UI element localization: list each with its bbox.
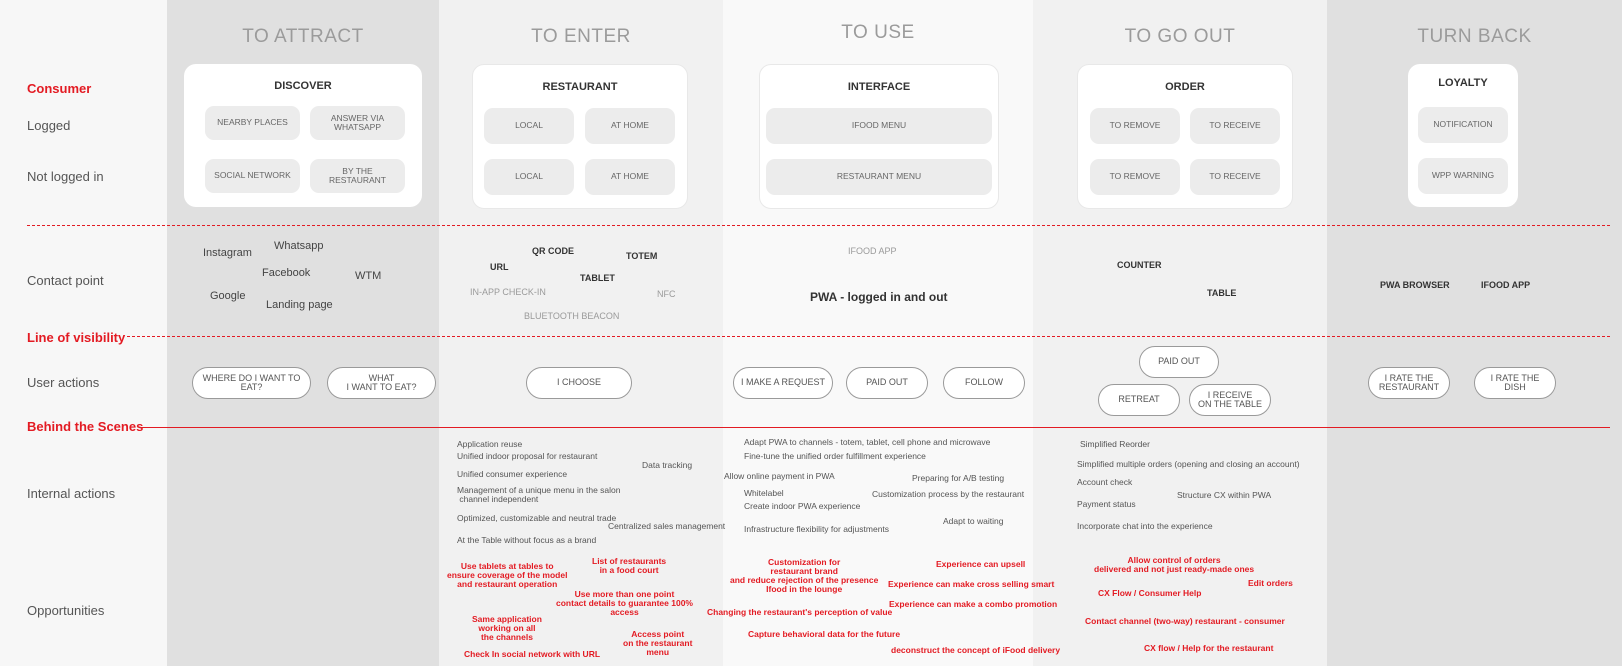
opportunity: Edit orders [1248, 578, 1293, 588]
card-interface [759, 64, 999, 209]
opportunity: Use tablets at tables to ensure coverage of the model and restaurant operation [447, 561, 568, 589]
opportunity: Experience can make a combo promotion [889, 599, 1058, 609]
opportunity: Experience can upsell [936, 559, 1026, 569]
dashed-separator [27, 225, 1610, 226]
row-label-user-actions: User actions [27, 375, 100, 390]
action-i-make-a-request[interactable]: I MAKE A REQUEST [733, 367, 833, 399]
row-label-consumer: Consumer [27, 81, 92, 96]
chip-ifood-menu[interactable]: IFOOD MENU [766, 108, 992, 144]
chip-at-home[interactable]: AT HOME [585, 159, 675, 195]
row-label-behind-the-scenes: Behind the Scenes [27, 419, 144, 434]
chip-to-receive[interactable]: TO RECEIVE [1190, 108, 1280, 144]
card-order [1077, 64, 1293, 209]
contact-point-ifood-app: IFOOD APP [1481, 280, 1531, 290]
internal-action: Allow online payment in PWA [724, 471, 835, 481]
opportunity: Same application working on all the channels [472, 614, 542, 642]
chip-restaurant-menu[interactable]: RESTAURANT MENU [766, 159, 992, 195]
internal-action: At the Table without focus as a brand [457, 535, 597, 545]
contact-point-bluetooth-beacon: BLUETOOTH BEACON [524, 311, 620, 321]
row-label-logged: Logged [27, 118, 71, 133]
card-title: ORDER [1165, 81, 1205, 93]
contact-point-whatsapp: Whatsapp [274, 240, 324, 252]
contact-point-landing-page: Landing page [266, 299, 333, 311]
row-label-line-of-visibility: Line of visibility [27, 330, 126, 345]
internal-action: Adapt to waiting [943, 516, 1004, 526]
chip-to-remove[interactable]: TO REMOVE [1090, 159, 1180, 195]
internal-action: Preparing for A/B testing [912, 473, 1005, 483]
card-title: RESTAURANT [542, 81, 618, 93]
contact-point-google: Google [210, 290, 246, 302]
internal-action: Centralized sales management [608, 521, 726, 531]
action-i-receive-on-the-table[interactable]: I RECEIVE ON THE TABLE [1189, 384, 1271, 416]
chip-social-network[interactable]: SOCIAL NETWORK [205, 159, 300, 193]
column-title: TO ENTER [531, 26, 631, 47]
line-of-visibility [127, 336, 1610, 337]
action-where-do-i-want-to-eat[interactable]: WHERE DO I WANT TO EAT? [192, 367, 311, 399]
internal-action: Account check [1077, 477, 1133, 487]
action-follow[interactable]: FOLLOW [943, 367, 1025, 399]
row-label-contact-point: Contact point [27, 273, 104, 288]
opportunity: List of restaurants in a food court [592, 556, 667, 575]
internal-action: Adapt PWA to channels - totem, tablet, cell phone and microwave [744, 437, 991, 447]
internal-action: Data tracking [642, 460, 693, 470]
opportunity: Check In social network with URL [464, 649, 601, 659]
action-paid-out[interactable]: PAID OUT [846, 367, 928, 399]
chip-nearby-places[interactable]: NEARBY PLACES [205, 106, 300, 140]
action-retreat[interactable]: RETREAT [1098, 384, 1180, 416]
behind-the-scenes-line [139, 427, 1610, 428]
opportunity: Experience can make cross selling smart [888, 579, 1055, 589]
row-label-internal-actions: Internal actions [27, 486, 116, 501]
chip-notification[interactable]: NOTIFICATION [1418, 107, 1508, 143]
opportunity: Use more than one point contact details to guarantee 100% access [556, 589, 693, 617]
card-discover [184, 64, 422, 207]
action-what-i-want-to-eat[interactable]: WHAT I WANT TO EAT? [327, 367, 436, 399]
card-title: INTERFACE [847, 81, 911, 93]
internal-action: Simplified multiple orders (opening and closing an account) [1077, 459, 1300, 469]
internal-action: Unified consumer experience [457, 469, 568, 479]
contact-point-url: URL [490, 262, 509, 272]
opportunity: Access point on the restaurant menu [623, 629, 693, 657]
action-paid-out[interactable]: PAID OUT [1139, 346, 1219, 378]
chip-by-the-restaurant[interactable]: BY THE RESTAURANT [310, 159, 405, 193]
contact-point-nfc: NFC [657, 289, 676, 299]
contact-point-instagram: Instagram [203, 247, 252, 259]
opportunity: Allow control of orders delivered and not just ready-made ones [1094, 555, 1255, 574]
chip-to-remove[interactable]: TO REMOVE [1090, 108, 1180, 144]
internal-action: Simplified Reorder [1080, 439, 1150, 449]
opportunity: CX Flow / Consumer Help [1098, 588, 1202, 598]
opportunity: Changing the restaurant's perception of value [707, 607, 893, 617]
internal-action: Payment status [1077, 499, 1136, 509]
card-title: DISCOVER [274, 80, 332, 92]
column-title: TO GO OUT [1124, 26, 1236, 47]
internal-action: Structure CX within PWA [1177, 490, 1272, 500]
contact-point-ifood-app: IFOOD APP [848, 246, 897, 256]
column-title: TO USE [841, 22, 915, 43]
card-title: LOYALTY [1438, 77, 1488, 89]
contact-point-wtm: WTM [355, 270, 382, 282]
action-i-choose[interactable]: I CHOOSE [526, 367, 632, 399]
contact-point-pwa: PWA - logged in and out [810, 290, 948, 304]
internal-action: Management of a unique menu in the salon channel independent [457, 485, 621, 505]
chip-wpp-warning[interactable]: WPP WARNING [1418, 158, 1508, 194]
opportunity: deconstruct the concept of iFood delivery [891, 645, 1061, 655]
chip-at-home[interactable]: AT HOME [585, 108, 675, 144]
contact-point-pwa-browser: PWA BROWSER [1380, 280, 1450, 290]
action-i-rate-the-dish[interactable]: I RATE THE DISH [1474, 367, 1556, 399]
action-i-rate-the-restaurant[interactable]: I RATE THE RESTAURANT [1368, 367, 1450, 399]
contact-point-totem: TOTEM [626, 251, 658, 261]
contact-point-tablet: TABLET [580, 273, 615, 283]
opportunity: Customization for restaurant brand and reduce rejection of the presence Ifood in the lounge [730, 557, 879, 594]
card-restaurant [472, 64, 688, 209]
row-label-not-logged-in: Not logged in [27, 169, 104, 184]
row-label-opportunities: Opportunities [27, 603, 105, 618]
internal-action: Optimized, customizable and neutral trade [457, 513, 617, 523]
opportunity: Capture behavioral data for the future [748, 629, 901, 639]
internal-action: Infrastructure flexibility for adjustments [744, 524, 890, 534]
chip-local[interactable]: LOCAL [484, 108, 574, 144]
contact-point-facebook: Facebook [262, 267, 311, 279]
internal-action: Incorporate chat into the experience [1077, 521, 1213, 531]
contact-point-table: TABLE [1207, 288, 1237, 298]
contact-point-in-app-check-in: IN-APP CHECK-IN [470, 287, 546, 297]
internal-action: Fine-tune the unified order fulfillment experience [744, 451, 926, 461]
chip-answer-via-whatsapp[interactable]: ANSWER VIA WHATSAPP [310, 106, 405, 140]
column-title: TO ATTRACT [242, 26, 364, 47]
opportunity: Contact channel (two-way) restaurant - consumer [1085, 616, 1285, 626]
internal-action: Customization process by the restaurant [872, 489, 1025, 499]
internal-action: Application reuse [457, 439, 523, 449]
chip-to-receive[interactable]: TO RECEIVE [1190, 159, 1280, 195]
column-title: TURN BACK [1417, 26, 1532, 47]
opportunity: CX flow / Help for the restaurant [1144, 643, 1274, 653]
chip-local[interactable]: LOCAL [484, 159, 574, 195]
internal-action: Whitelabel [744, 488, 784, 498]
internal-action: Unified indoor proposal for restaurant [457, 451, 598, 461]
contact-point-counter: COUNTER [1117, 260, 1162, 270]
card-loyalty [1408, 64, 1518, 207]
contact-point-qr-code: QR CODE [532, 246, 575, 256]
internal-action: Create indoor PWA experience [744, 501, 861, 511]
